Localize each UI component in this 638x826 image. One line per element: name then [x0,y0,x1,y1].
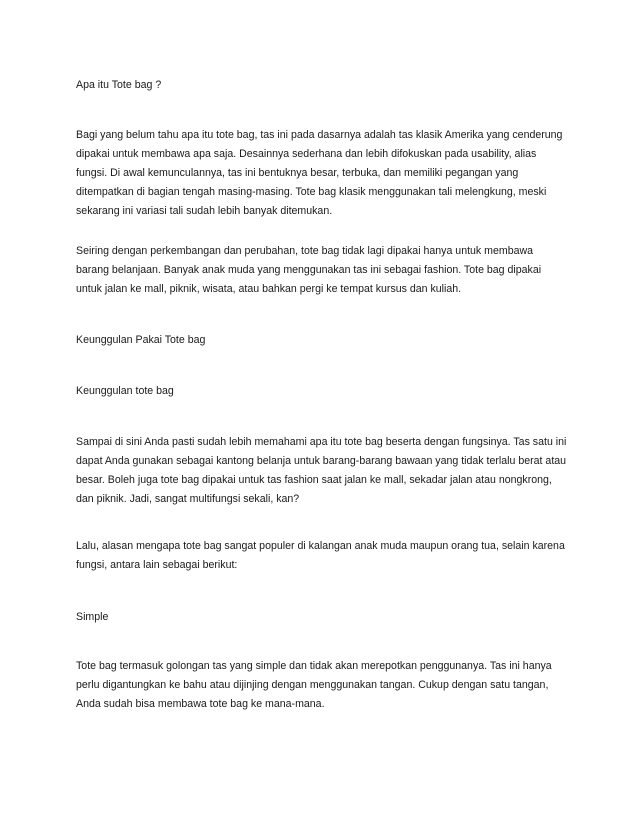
paragraph-simple: Tote bag termasuk golongan tas yang simple dan tidak akan merepotkan penggunanya. Tas ini hanya perlu digantungkan ke bahu atau dijinjing dengan menggunakan tangan. Cukup dengan satu tangan, Anda sudah bisa membawa tote bag ke mana-mana. [76,660,552,710]
heading-keunggulan-pakai: Keunggulan Pakai Tote bag [76,334,206,346]
paragraph-functions: Sampai di sini Anda pasti sudah lebih memahami apa itu tote bag beserta dengan fungsinya. Tas satu ini dapat Anda gunakan sebagai kantong belanja untuk barang-barang bawaan yang tidak terlalu berat atau besar. Boleh juga tote bag dipakai untuk tas fashion saat jalan ke mall, sekadar jalan atau nongkrong, dan piknik. Jadi, sangat multifungsi sekali, kan? [76,436,567,505]
paragraph-development: Seiring dengan perkembangan dan perubahan, tote bag tidak lagi dipakai hanya untuk membawa barang belanjaan. Banyak anak muda yang menggunakan tas ini sebagai fashion. Tote bag dipakai untuk jalan ke mall, piknik, wisata, atau bahkan pergi ke tempat kursus dan kuliah. [76,245,542,295]
heading-keunggulan: Keunggulan tote bag [76,385,174,397]
heading-apa-itu-tote-bag: Apa itu Tote bag ? [76,79,162,91]
paragraph-definition: Bagi yang belum tahu apa itu tote bag, tas ini pada dasarnya adalah tas klasik Amerika yang cenderung dipakai untuk membawa apa saja. Desainnya sederhana dan lebih difokuskan pada usability, alias fungsi. Di awal kemunculannya, tas ini bentuknya besar, terbuka, dan memiliki pegangan yang ditempatkan di bagian tengah masing-masing. Tote bag klasik menggunakan tali melengkung, meski sekarang ini variasi tali sudah lebih banyak ditemukan. [76,129,563,217]
paragraph-reasons: Lalu, alasan mengapa tote bag sangat populer di kalangan anak muda maupun orang tua, selain karena fungsi, antara lain sebagai berikut: [76,540,565,571]
heading-simple: Simple [76,611,109,623]
